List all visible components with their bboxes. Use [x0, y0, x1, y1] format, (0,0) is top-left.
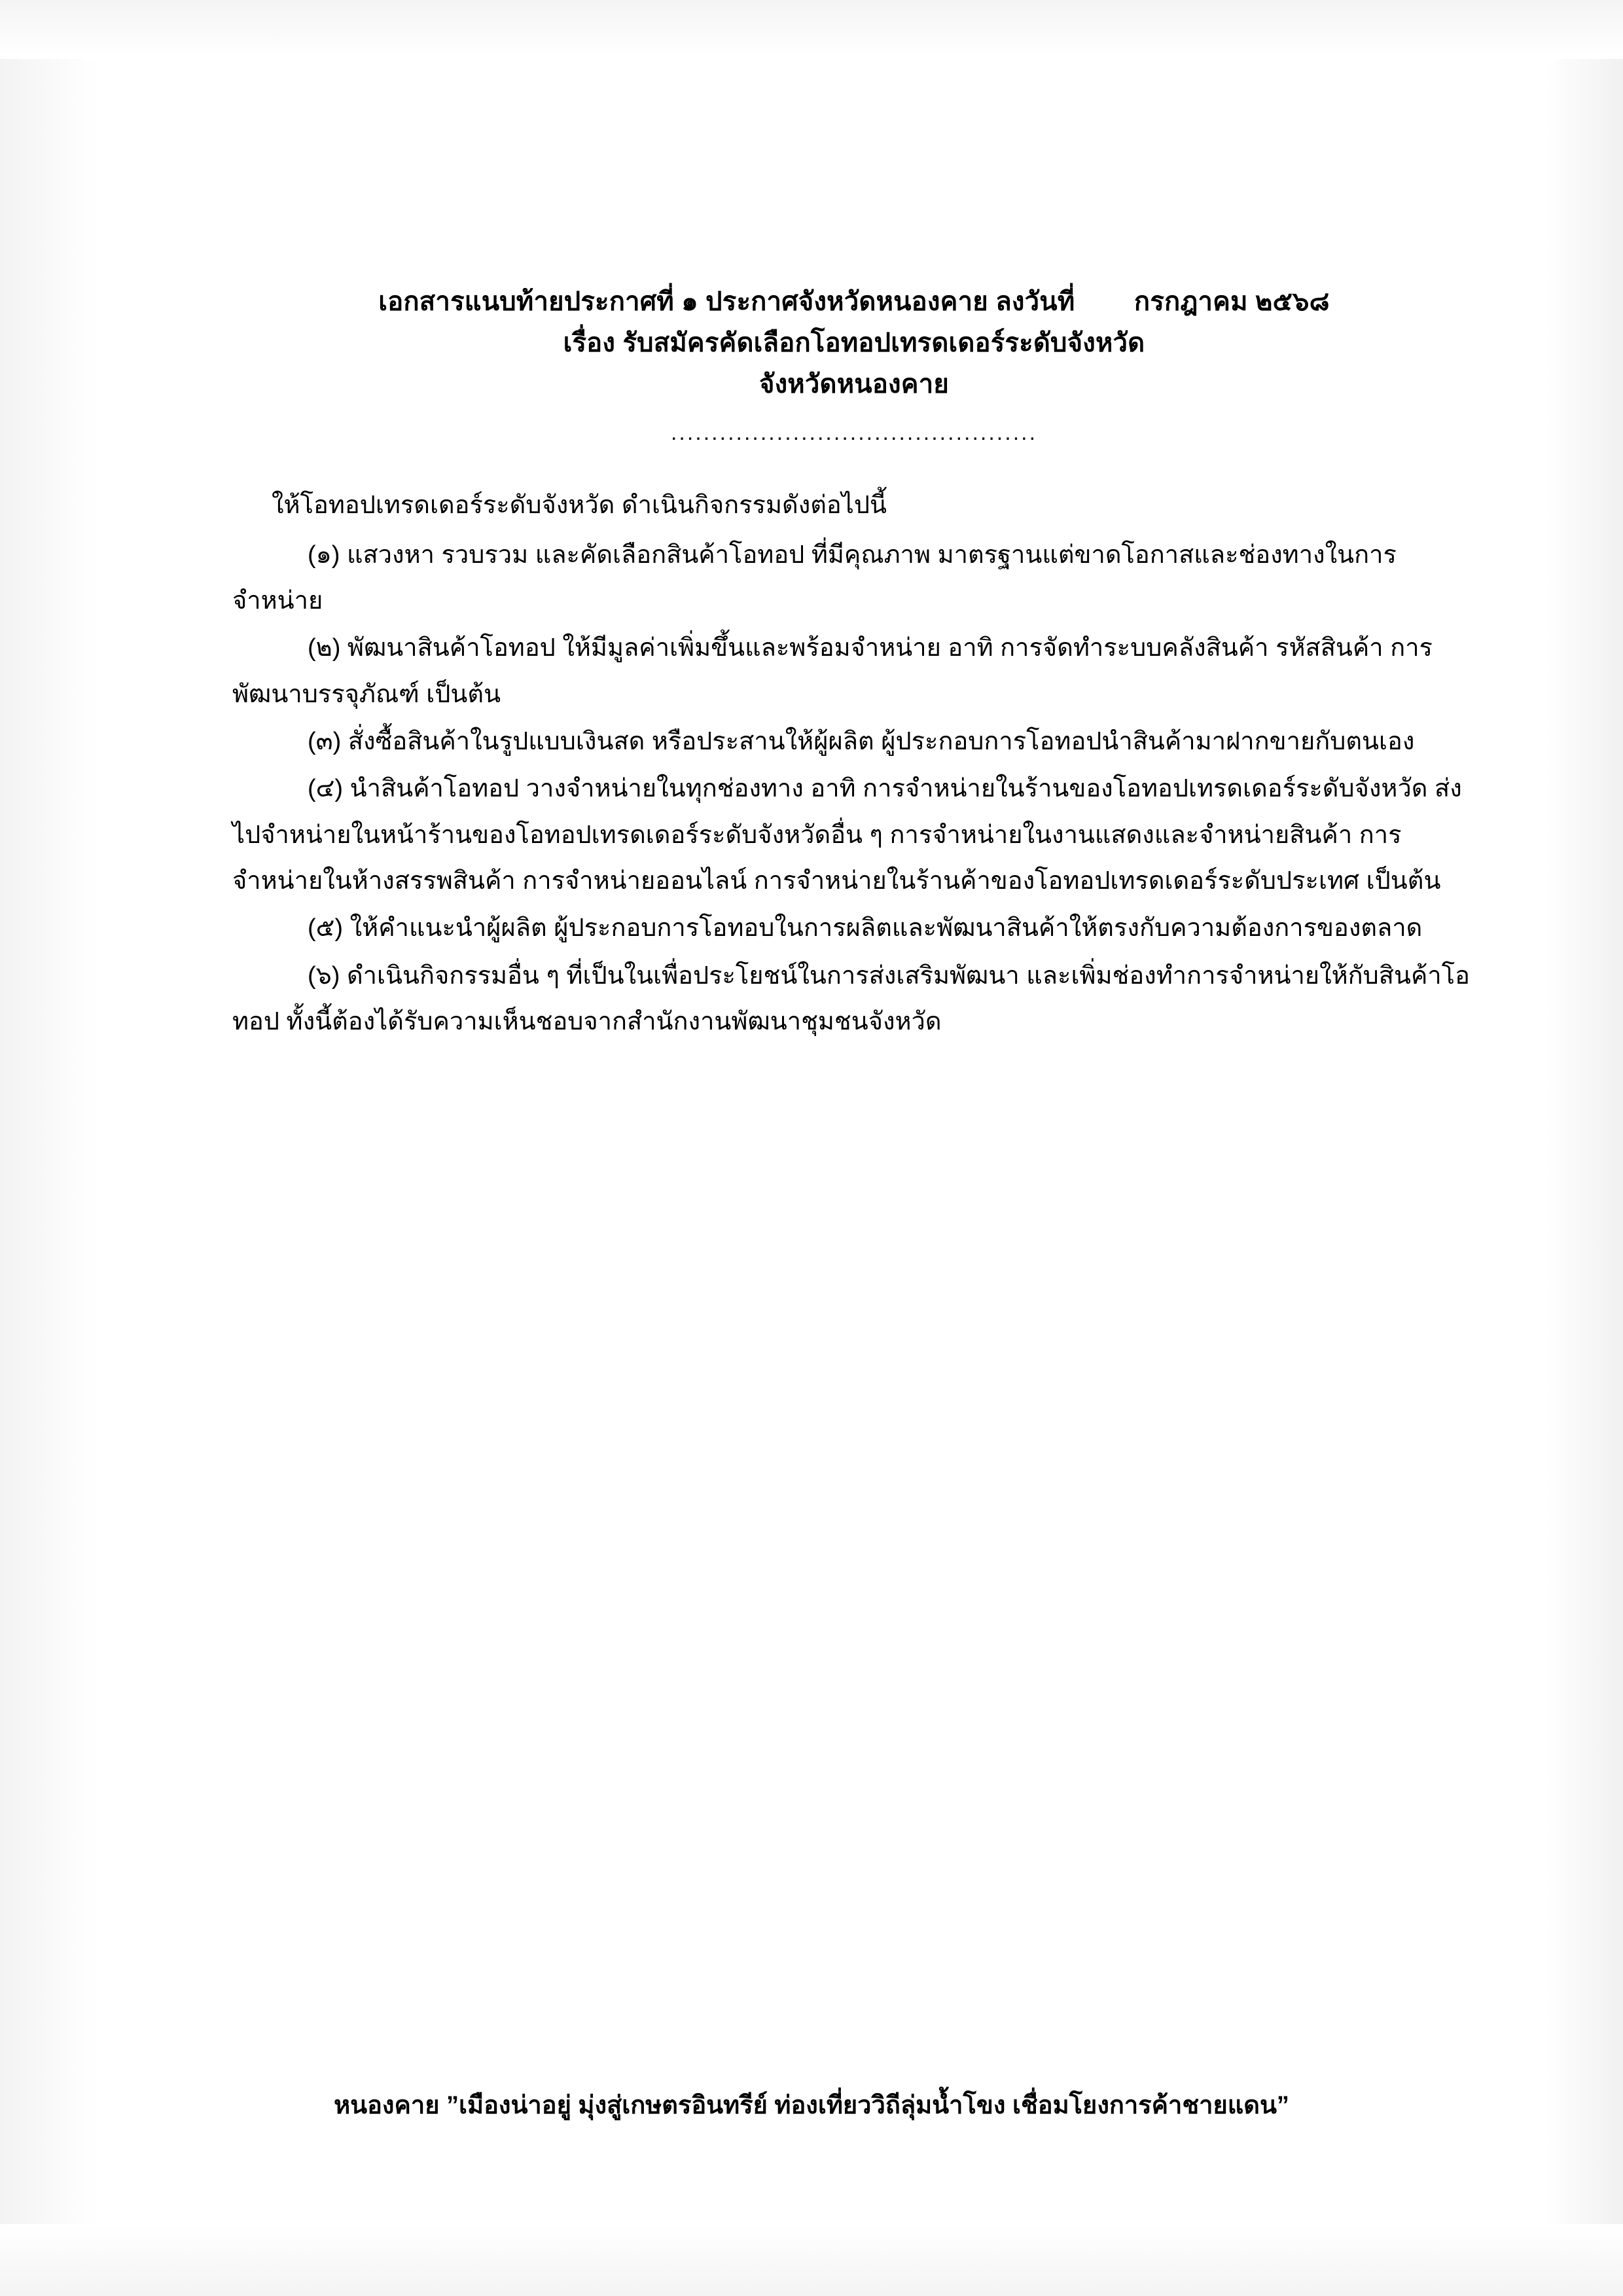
list-item-text: (๓) สั่งซื้อสินค้าในรูปแบบเงินสด หรือประสานให้ผู้ผลิต ผู้ประกอบการโอทอปนำสินค้ามาฝากขายกับตนเอง	[308, 728, 1415, 756]
scan-edge-left	[0, 0, 98, 2296]
list-item-text: (๑) แสวงหา รวบรวม และคัดเลือกสินค้าโอทอป ที่มีคุณภาพ มาตรฐานแต่ขาดโอกาสและช่องทางในการจำหน่าย	[232, 541, 1397, 615]
lead-paragraph-text: ให้โอทอปเทรดเดอร์ระดับจังหวัด ดำเนินกิจกรรมดังต่อไปนี้	[272, 491, 887, 519]
list-item-6	[232, 953, 1476, 1045]
list-item-4	[232, 766, 1476, 904]
document-heading	[232, 281, 1476, 406]
list-item-text: (๕) ให้คำแนะนำผู้ผลิต ผู้ประกอบการโอทอบในการผลิตและพัฒนาสินค้าให้ตรงกับความต้องการของตลาด	[308, 914, 1423, 942]
page-footer: หนองคาย ”เมืองน่าอยู่ มุ่งสู่เกษตรอินทรีย์ ท่องเที่ยววิถีลุ่มน้ำโขง เชื่อมโยงการค้าชายแดน”	[334, 2092, 1289, 2119]
scan-edge-top	[0, 0, 1623, 59]
heading-line-province: จังหวัดหนองคาย	[758, 370, 950, 399]
list-item-2	[232, 625, 1476, 717]
list-item-1	[232, 532, 1476, 624]
list-item-5	[232, 905, 1476, 951]
list-item-text: (๖) ดำเนินกิจกรรมอื่น ๆ ที่เป็นในเพื่อประโยชน์ในการส่งเสริมพัฒนา และเพิ่มช่องทำการจำหน่ายให้กับสินค้าโอทอป ทั้งนี้ต้องได้รับความเห็นชอบจากสำนักงานพัฒนาชุมชนจังหวัด	[232, 961, 1470, 1035]
list-item-3	[232, 719, 1476, 764]
document-body	[232, 281, 1476, 1046]
list-item-text: (๒) พัฒนาสินค้าโอทอป ให้มีมูลค่าเพิ่มขึ้นและพร้อมจำหน่าย อาทิ การจัดทำระบบคลังสินค้า รหัสสินค้า การพัฒนาบรรจุภัณฑ์ เป็นต้น	[232, 634, 1433, 708]
heading-line-subject: เรื่อง รับสมัครคัดเลือกโอทอปเทรดเดอร์ระดับจังหวัด	[563, 329, 1145, 358]
list-item-text: (๔) นำสินค้าโอทอป วางจำหน่ายในทุกช่องทาง อาทิ การจำหน่ายในร้านของโอทอปเทรดเดอร์ระดับจังหวัด ส่งไปจำหน่ายในหน้าร้านของโอทอปเทรดเดอร์ระดับจังหวัดอื่น ๆ การจำหน่ายในงานแสดงและจำหน่ายสินค้า การจำหน่ายในห้างสรรพสินค้า การจำหน่ายออนไลน์ การจำหน่ายในร้านค้าของโอทอปเทรดเดอร์ระดับประเทศ เป็นต้น	[232, 775, 1462, 895]
lead-paragraph	[232, 482, 1476, 528]
heading-line-attachment: เอกสารแนบท้ายประกาศที่ ๑ ประกาศจังหวัดหนองคาย ลงวันที่ กรกฎาคม ๒๕๖๘	[378, 287, 1330, 316]
scan-edge-bottom	[0, 2224, 1623, 2296]
scan-edge-right	[1544, 0, 1623, 2296]
heading-dot-rule: .............................................	[670, 420, 1038, 445]
document-content	[232, 482, 1476, 1045]
